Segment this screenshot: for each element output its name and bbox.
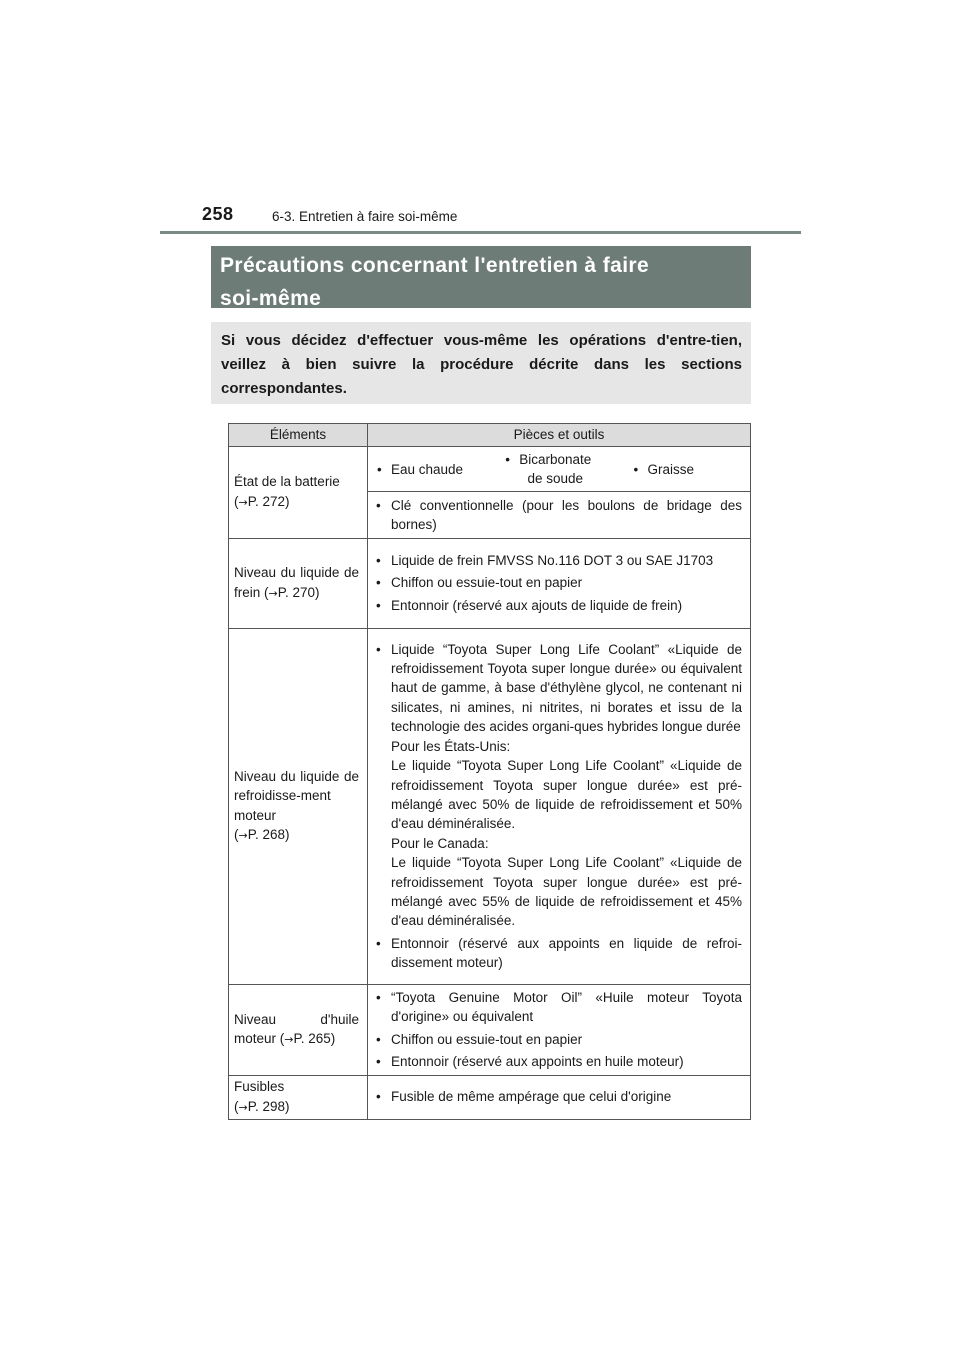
table-row-battery — [229, 447, 751, 539]
list-item: • “Toyota Genuine Motor Oil” «Huile moteur Toyota d'origine» ou équivalent — [368, 988, 742, 1027]
list-item: • Entonnoir (réservé aux appoints en huile moteur) — [368, 1052, 742, 1071]
arrow-icon: → — [268, 586, 278, 600]
ca-label: Pour le Canada: — [391, 835, 489, 851]
page-ref: P. 268) — [247, 827, 290, 843]
page-number: 258 — [202, 204, 234, 224]
list-item: • Bicarbonate de soude — [504, 450, 591, 489]
element-label: Niveau d'huile moteur ( — [234, 1011, 359, 1047]
page-title-line1: Précautions concernant l'entretien à faire — [220, 254, 650, 277]
parts-table — [228, 423, 751, 1120]
header-elements: Éléments — [229, 424, 368, 447]
items-cell — [368, 447, 751, 539]
table-row-brake-fluid — [229, 538, 751, 628]
list-item: • Chiffon ou essuie-tout en papier — [368, 573, 742, 592]
ca-text: Le liquide “Toyota Super Long Life Coolant” «Liquide de refroidissement Toyota super longue durée» est pré-mélangé avec 55% de liquide de refroidissement et 45% d'eau déminéralisée. — [391, 855, 742, 929]
element-label: Niveau du liquide de frein ( — [234, 565, 359, 600]
arrow-icon: → — [238, 495, 248, 509]
intro-text: Si vous décidez d'effectuer vous-même les opérations d'entre-tien, veillez à bien suivre la procédure décrite dans les sections correspondantes. — [221, 332, 742, 397]
arrow-icon: → — [238, 829, 248, 843]
header-rule — [160, 231, 801, 234]
table-row-engine-oil — [229, 984, 751, 1075]
section-title: 6-3. Entretien à faire soi-même — [272, 209, 458, 224]
list-item: • Clé conventionnelle (pour les boulons de bridage des bornes) — [368, 496, 742, 535]
element-label: Fusibles — [234, 1079, 285, 1095]
list-item: • Graisse — [632, 460, 694, 479]
list-item: • Chiffon ou essuie-tout en papier — [368, 1030, 742, 1049]
list-item: • Entonnoir (réservé aux ajouts de liquide de frein) — [368, 596, 742, 615]
page-title-line2: soi-même — [220, 287, 322, 310]
items-cell — [368, 1075, 751, 1119]
element-cell: État de la batterie (→P. 272) — [229, 447, 368, 539]
element-label: Niveau du liquide de refroidisse-ment moteur — [234, 768, 359, 823]
page-ref: P. 272) — [247, 493, 290, 509]
items-cell — [368, 538, 751, 628]
list-item: • Liquide de frein FMVSS No.116 DOT 3 ou SAE J1703 — [368, 551, 742, 570]
table-row-coolant — [229, 628, 751, 984]
intro-box — [211, 322, 751, 404]
element-label: État de la batterie — [234, 474, 340, 490]
items-cell — [368, 984, 751, 1075]
element-cell: Niveau du liquide de refroidisse-ment moteur (→P. 268) — [229, 628, 368, 984]
us-label: Pour les États-Unis: — [391, 738, 511, 754]
element-cell — [229, 538, 368, 628]
list-item: • Entonnoir (réservé aux appoints en liquide de refroi-dissement moteur) — [368, 934, 742, 973]
table-header-row — [229, 424, 751, 447]
element-cell — [229, 984, 368, 1075]
page-ref: P. 265) — [293, 1031, 336, 1047]
inline-items — [368, 450, 742, 489]
list-item: • Eau chaude — [376, 460, 463, 479]
divider — [368, 491, 750, 492]
us-text: Le liquide “Toyota Super Long Life Coolant” «Liquide de refroidissement Toyota super longue durée» est pré-mélangé avec 50% de liquide de refroidissement et 50% d'eau déminéralisée. — [391, 758, 742, 832]
items-cell — [368, 628, 751, 984]
arrow-icon: → — [238, 1100, 248, 1114]
page-title — [211, 246, 751, 308]
arrow-icon: → — [284, 1033, 294, 1047]
list-item: • Liquide “Toyota Super Long Life Coolant” «Liquide de refroidissement Toyota super longue durée» ou équivalent haut de gamme, à base d'éthylène glycol, ne contenant ni silicates, ni amines, ni nitrites, ni borates et issu de la technologie des acides organi-ques hybrides longue durée Pour les États-Unis: Le liquide “Toyota Super Long Life Coolant” «Liquide de refroidissement Toyota super longue durée» est pré-mélangé avec 50% de liquide de refroidissement et 50% d'eau déminéralisée. Pour le Canada: Le liquide “Toyota Super Long Life Coolant” «Liquide de refroidissement Toyota super longue durée» est pré-mélangé avec 55% de liquide de refroidissement et 45% d'eau déminéralisée. — [368, 640, 742, 931]
element-cell: Fusibles (→P. 298) — [229, 1075, 368, 1119]
list-item: • Fusible de même ampérage que celui d'origine — [368, 1087, 742, 1106]
page-ref: P. 270) — [277, 584, 320, 600]
page-ref: P. 298) — [247, 1098, 290, 1114]
header-parts-tools: Pièces et outils — [368, 424, 751, 447]
table-row-fuses — [229, 1075, 751, 1119]
